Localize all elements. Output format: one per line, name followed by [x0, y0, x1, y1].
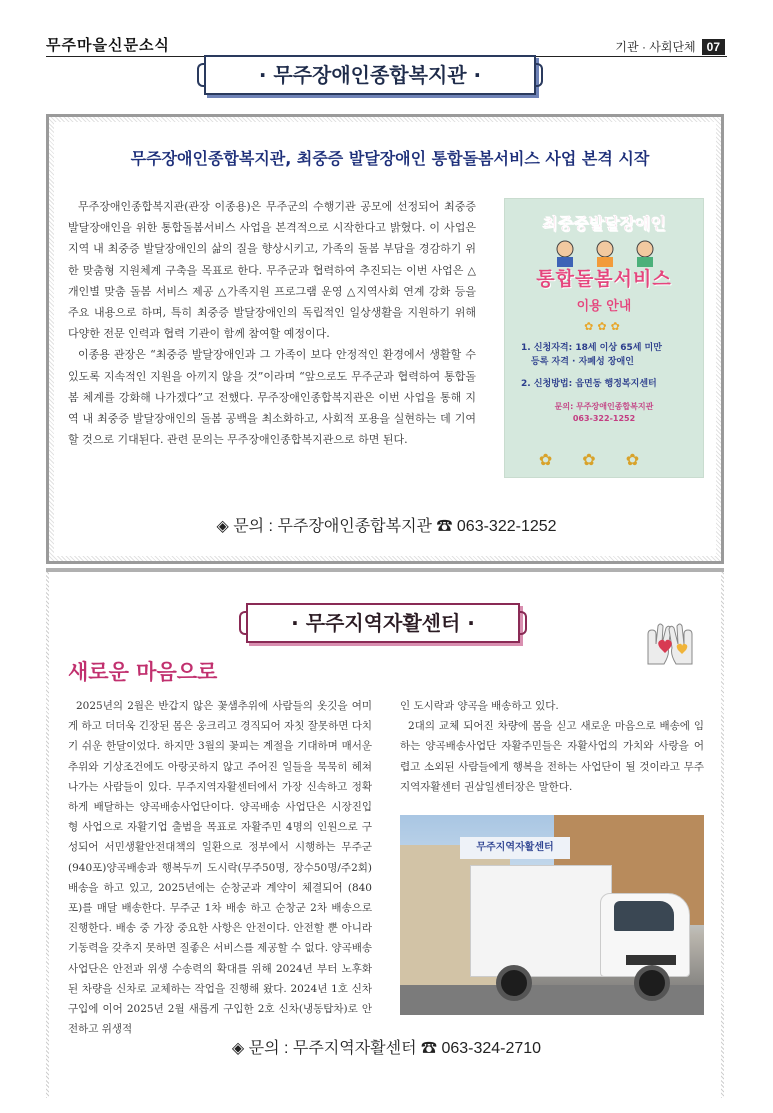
article1-body: [68, 196, 476, 450]
flower-decoration-icon: ✿✿✿: [584, 320, 624, 333]
page-number: 07: [702, 39, 725, 55]
article2-paragraph: 인 도시락과 양곡을 배송하고 있다.: [400, 700, 559, 712]
poster-line1: 1. 신청자격: 18세 이상 65세 미만: [521, 343, 662, 353]
sunflower-decoration-icon: ✿✿✿: [538, 450, 670, 469]
article2-right-column: [400, 696, 704, 797]
poster-contact-phone: 063-322-1252: [572, 414, 636, 423]
people-illustration-icon: [543, 239, 667, 267]
photo-sign: 무주지역자활센터: [460, 837, 570, 859]
poster-top: 최중증발달장애인: [542, 214, 666, 233]
article1-paragraph: 무주장애인종합복지관(관장 이종용)은 무주군의 수행기관 공모에 선정되어 최중증 발달장애인을 위한 통합돌봄서비스 사업을 본격적으로 시작한다고 밝혔다. 이 사업은 지역 내 최중증 발달장애인의 삶의 질을 향상시키고, 가족의 돌봄 부담을 경감하기 위한 맞춤형 지원체계 구축을 목표로 한다. 무주군과 협력하여 추진되는 이번 사업은 △개인별 맞춤 돌봄 서비스 제공 △가족지원 프로그램 운영 △지역사회 연계 강화 등을 주요 내용으로 하며, 특히 최중증 발달장애인의 독립적인 일상생활을 지원하기 위해 다양한 전문 인력과 협력 기관이 함께 참여할 예정이다.: [68, 200, 476, 341]
poster-contact: [505, 401, 703, 425]
service-poster: [504, 198, 704, 478]
article1-headline: 무주장애인종합복지관, 최중증 발달장애인 통합돌봄서비스 사업 본격 시작: [130, 149, 650, 168]
article1-banner: · 무주장애인종합복지관 ·: [204, 55, 536, 95]
poster-sub: 이용 안내: [576, 299, 632, 314]
poster-line2: 2. 신청방법: 읍면동 행정복지센터: [521, 379, 657, 389]
article2-left-column: [68, 696, 372, 1039]
section-label: 기관 · 사회단체: [615, 40, 696, 54]
article1-paragraph: 이종용 관장은 “최중증 발달장애인과 그 가족이 보다 안정적인 환경에서 생활할 수 있도록 지속적인 지원을 아끼지 않을 것”이라며 “앞으로도 무주군과 협력하여 통합돌봄 체계를 강화해 나가겠다”고 전했다. 무주장애인종합복지관은 이번 사업을 통해 지역 내 최중증 발달장애인의 돌봄 공백을 최소화하고, 사회적 포용을 실현하는 데 기여할 것으로 기대된다. 관련 문의는 무주장애인종합복지관으로 하면 된다.: [68, 348, 476, 447]
truck-photo: [400, 815, 704, 1015]
article2-contact: ◈ 문의 : 무주지역자활센터 ☎ 063-324-2710: [231, 1040, 542, 1057]
masthead-logo: 무주마을신문소식: [46, 36, 170, 54]
poster-line1b: 등록 자격 · 자폐성 장애인: [531, 357, 634, 367]
hands-heart-icon: [640, 620, 700, 670]
article2-paragraph: 2대의 교체 되어진 차량에 몸을 싣고 새로운 마음으로 배송에 임하는 양곡배송사업단 자활주민들은 자활사업의 가치와 사랑을 어렵고 소외된 사람들에게 행복을 전하는 사업단이 될 것이라고 무주지역자활센터 권삼일센터장은 말한다.: [400, 720, 704, 793]
article2-paragraph: 2025년의 2월은 반갑지 않은 꽃샘추위에 사람들의 옷깃을 여미게 하고 더더욱 긴장된 몸은 웅크리고 경직되어 자칫 잘못하면 다치기 쉬운 한달이었다. 하지만 3월의 꽃피는 계절을 기대하며 매서운 추위와 기상조건에도 아랑곳하지 않고 주어진 일들을 묵묵히 헤쳐나가는 사람들이 있다. 무주지역자활센터에서 가장 신속하고 정확하게 배달하는 양곡배송사업단이다. 양곡배송 사업단은 시장진입형 사업으로 자활기업 출범을 목표로 자활주민 4명의 인원으로 구성되어 서민생활안전대책의 일환으로 정부에서 시행하는 무주군(940포)양곡배송과 행복두끼 도시락(무주50명, 장수50명/주2회)배송을 하고 있고, 2025년에는 순창군과 계약이 체결되어 (840포)를 매달 배송한다. 무주군 1차 배송 하고 순창군 2차 배송으로 진행한다. 배송 중 가장 중요한 사항은 안전이다. 안전할 뿐 아니라 기동력을 갖추지 못하면 질좋은 서비스를 제공할 수 없다. 양곡배송사업단은 안전과 위생 수송력의 확대를 위해 2024년 부터 노후화된 차량을 신차로 교체하는 작업을 진행해 왔다. 2024년 1호 신차구입에 이어 2025년 2월 새롭게 구입한 2호 신차(냉동탑차)로 안전하고 위생적: [68, 700, 372, 1036]
poster-contact-label: 문의: 무주장애인종합복지관: [554, 402, 654, 411]
article2-banner: · 무주지역자활센터 ·: [246, 603, 520, 643]
article2-subheadline: 새로운 마음으로: [68, 659, 218, 684]
article1-contact: ◈ 문의 : 무주장애인종합복지관 ☎ 063-322-1252: [216, 518, 557, 535]
masthead-section: [615, 38, 725, 55]
poster-main: 통합돌봄서비스: [536, 268, 672, 290]
